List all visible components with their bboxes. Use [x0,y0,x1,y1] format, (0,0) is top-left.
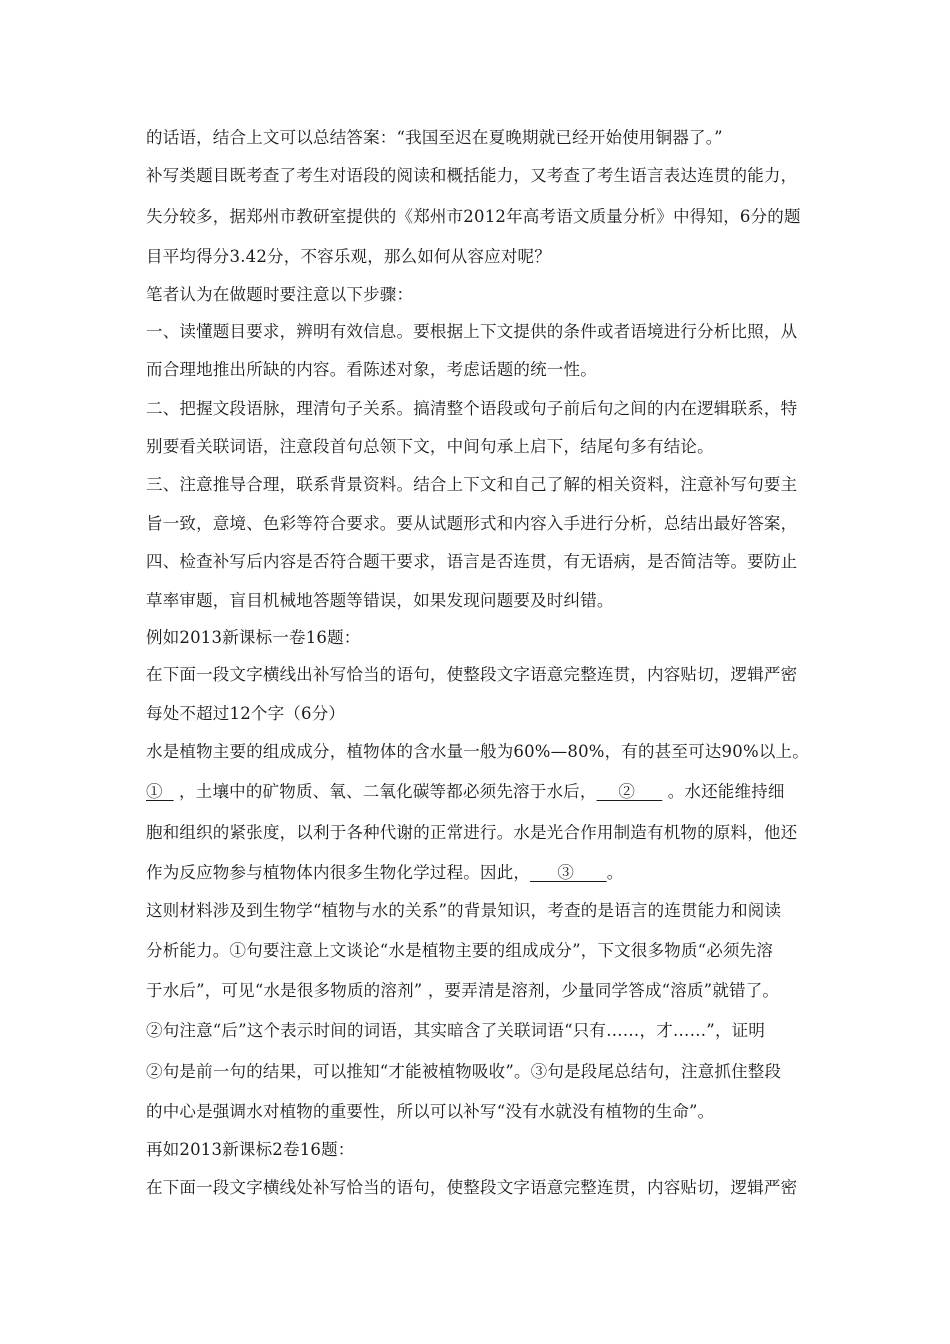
text-span: 。水还能维持细 [662,782,785,801]
text-line: 每处不超过12个字（6分） [146,704,346,723]
text-line: 四、检查补写后内容是否符合题干要求，语言是否连贯，有无语病，是否简洁等。要防止 [146,552,798,571]
text-line: 例如2013新课标一卷16题： [146,628,361,647]
blank-2: ② [596,782,663,801]
text-line: 的话语，结合上文可以总结答案：“我国至迟在夏晚期就已经开始使用铜器了。” [146,128,723,147]
text-span: 作为反应物参与植物体内很多生物化学过程。因此， [146,863,531,882]
text-line: 水是植物主要的组成成分，植物体的含水量一般为60%—80%，有的甚至可达90%以上。 [146,742,809,761]
text-line: 这则材料涉及到生物学“植物与水的关系”的背景知识，考查的是语言的连贯能力和阅读 [146,901,782,920]
text-line: 草率审题，盲目机械地答题等错误，如果发现问题要及时纠错。 [146,591,614,610]
blank-3: ③ [530,863,607,882]
blank-1: ① [146,782,174,801]
text-span: 。 [606,863,624,882]
text-line: 在下面一段文字横线出补写恰当的语句，使整段文字语意完整连贯，内容贴切，逻辑严密 [146,665,798,684]
text-line: 别要看关联词语，注意段首句总领下文，中间句承上启下，结尾句多有结论。 [146,437,714,456]
text-line-with-blanks [146,781,785,803]
text-line: ②句注意“后”这个表示时间的词语，其实暗含了关联词语“只有……，才……”，证明 [146,1021,766,1040]
text-line: 一、读懂题目要求，辨明有效信息。要根据上下文提供的条件或者语境进行分析比照，从 [146,322,798,341]
text-line: 失分较多，据郑州市教研室提供的《郑州市2012年高考语文质量分析》中得知，6分的题 [146,207,801,226]
text-line: 而合理地推出所缺的内容。看陈述对象，考虑话题的统一性。 [146,360,597,379]
text-span: ，土壤中的矿物质、氧、二氧化碳等都必须先溶于水后， [173,782,597,801]
text-line: 二、把握文段语脉，理清句子关系。搞清整个语段或句子前后句之间的内在逻辑联系，特 [146,399,798,418]
text-line: 补写类题目既考查了考生对语段的阅读和概括能力，又考查了考生语言表达连贯的能力， [146,166,798,185]
text-line: 于水后”，可见“水是很多物质的溶剂” ，要弄清是溶剂，少量同学答成“溶质”就错了。 [146,981,780,1000]
text-line: 胞和组织的紧张度，以利于各种代谢的正常进行。水是光合作用制造有机物的原料，他还 [146,823,798,842]
text-line: 三、注意推导合理，联系背景资料。结合上下文和自己了解的相关资料，注意补写句要主 [146,475,798,494]
text-line: 在下面一段文字横线处补写恰当的语句，使整段文字语意完整连贯，内容贴切，逻辑严密 [146,1178,798,1197]
text-line: 旨一致，意境、色彩等符合要求。要从试题形式和内容入手进行分析，总结出最好答案， [146,514,798,533]
text-line: ②句是前一句的结果，可以推知“才能被植物吸收”。③句是段尾总结句，注意抓住整段 [146,1062,782,1081]
text-line: 分析能力。①句要注意上文谈论“水是植物主要的组成成分”，下文很多物质“必须先溶 [146,941,774,960]
text-line: 笔者认为在做题时要注意以下步骤： [146,285,414,304]
text-line: 的中心是强调水对植物的重要性，所以可以补写“没有水就没有植物的生命”。 [146,1102,715,1121]
text-line: 目平均得分3.42分，不容乐观，那么如何从容应对呢？ [146,247,551,266]
text-line: 再如2013新课标2卷16题： [146,1140,355,1159]
text-line-with-blanks [146,862,623,884]
